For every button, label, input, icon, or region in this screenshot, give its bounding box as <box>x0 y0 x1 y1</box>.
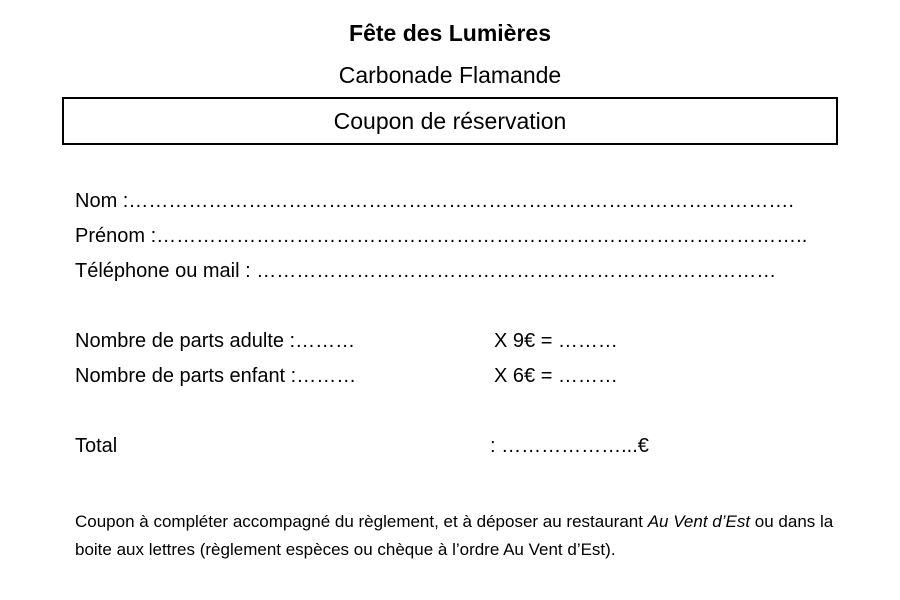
coupon-heading-box: Coupon de réservation <box>62 97 838 145</box>
note-text-start: Coupon à compléter accompagné du règlement, et à déposer au restaurant <box>75 512 648 531</box>
nom-field: Nom :………………………………………………………………………………………. <box>75 190 794 212</box>
total-value: : ………………...€ <box>490 435 649 457</box>
instructions-note <box>75 508 835 564</box>
child-price-calc: X 6€ = ……… <box>494 365 618 387</box>
dish-subtitle: Carbonade Flamande <box>338 62 562 88</box>
child-parts-label: Nombre de parts enfant :……… <box>75 365 357 387</box>
total-label: Total <box>75 435 118 457</box>
note-text-end: ou dans la boite aux lettres (règlement espèces ou chèque à l’ordre Au Vent d’Est). <box>75 512 834 559</box>
restaurant-name: Au Vent d’Est <box>647 512 751 531</box>
prenom-field: Prénom :…………………………………………………………………………………….. <box>75 225 808 247</box>
event-title: Fête des Lumières <box>349 20 551 46</box>
adult-price-calc: X 9€ = ……… <box>494 330 618 352</box>
adult-parts-label: Nombre de parts adulte :……… <box>75 330 356 352</box>
contact-field: Téléphone ou mail : …………………………………………………………………… <box>75 260 777 282</box>
